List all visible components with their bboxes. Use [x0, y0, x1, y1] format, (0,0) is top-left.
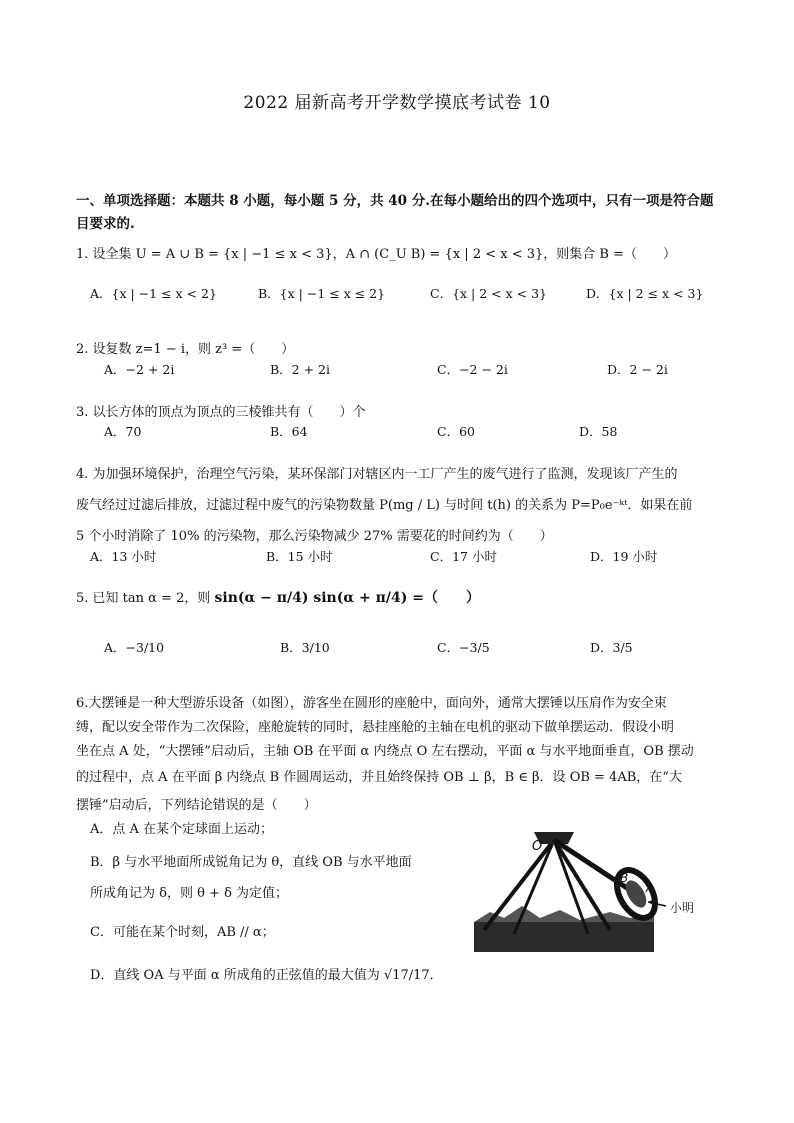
q3-option-d: D．58	[579, 424, 618, 439]
q4-line-1: 4. 为加强环境保护，治理空气污染，某环保部门对辖区内一工厂产生的废气进行了监测，发现该厂产生的	[76, 467, 678, 482]
q5-option-c: C．−3/5	[437, 640, 490, 655]
q5-stem-prefix: 5. 已知 tan α = 2，则	[76, 591, 211, 606]
ground-scenery	[474, 922, 654, 952]
q4-option-a: A．13 小时	[90, 549, 157, 564]
label-a: A	[646, 881, 655, 895]
q2-stem: 2. 设复数 z=1 − i，则 z³ =（ ）	[76, 342, 295, 357]
pointer-arrowhead	[648, 899, 654, 905]
q2-option-b: B．2 + 2i	[270, 362, 331, 377]
q6-option-b-line-2: 所成角记为 δ，则 θ + δ 为定值；	[90, 886, 289, 901]
q5-option-b: B．3/10	[280, 640, 330, 655]
q6-line-4: 的过程中，点 A 在平面 β 内绕点 B 作圆周运动，并且始终保持 OB ⊥ β，B ∈ β．设 OB = 4AB，在“大	[76, 770, 682, 785]
q6-line-5: 摆锤”启动后，下列结论错误的是（ ）	[76, 798, 317, 813]
q6-option-d: D．直线 OA 与平面 α 所成角的正弦值的最大值为 √17/17．	[90, 968, 443, 983]
q6-line-3: 坐在点 A 处，“大摆锤”启动后，主轴 OB 在平面 α 内绕点 O 左右摆动，平面 α 与水平地面垂直，OB 摆动	[76, 744, 694, 759]
section-heading: 一、单项选择题：本题共 8 小题，每小题 5 分，共 40 分.在每小题给出的四个选项中，只有一项是符合题目要求的.	[76, 193, 714, 232]
label-xiaoming: 小明	[670, 901, 695, 915]
q4-line-3: 5 个小时消除了 10% 的污染物，那么污染物减少 27% 需要花的时间约为（ ）	[76, 529, 553, 544]
q2-option-c: C．−2 − 2i	[437, 362, 508, 377]
q1-option-b: B．{x | −1 ≤ x ≤ 2}	[258, 286, 386, 301]
q6-option-a: A．点 A 在某个定球面上运动；	[90, 822, 274, 837]
q1-option-c: C．{x | 2 < x < 3}	[430, 286, 547, 301]
q3-stem: 3. 以长方体的顶点为顶点的三棱锥共有（ ）个	[76, 405, 366, 420]
q6-option-c: C．可能在某个时刻，AB // α；	[90, 925, 275, 940]
q2-option-a: A．−2 + 2i	[104, 362, 175, 377]
q1-option-a: A．{x | −1 ≤ x < 2}	[90, 286, 217, 301]
q2-option-d: D．2 − 2i	[607, 362, 668, 377]
q4-option-c: C．17 小时	[430, 549, 497, 564]
q6-line-2: 缚，配以安全带作为二次保险，座舱旋转的同时，悬挂座舱的主轴在电机的驱动下做单摆运动．假设小明	[76, 720, 675, 735]
pendulum-ride-figure	[470, 826, 710, 956]
q4-option-b: B．15 小时	[266, 549, 333, 564]
q6-line-1: 6.大摆锤是一种大型游乐设备（如图），游客坐在圆形的座舱中，面向外，通常大摆锤以压肩作为安全束	[76, 696, 667, 711]
q6-option-b-line-1: B．β 与水平地面所成锐角记为 θ，直线 OB 与水平地面	[90, 855, 412, 870]
q3-option-c: C．60	[437, 424, 475, 439]
q5-expression: sin(α − π/4) sin(α + π/4) =（ ）	[214, 590, 480, 606]
q4-line-2: 废气经过过滤后排放，过滤过程中废气的污染物数量 P(mg / L) 与时间 t(h) 的关系为 P=P₀e⁻ᵏᵗ．如果在前	[76, 498, 693, 513]
q1-stem: 1. 设全集 U = A ∪ B = {x | −1 ≤ x < 3}，A ∩ (C_U B) = {x | 2 < x < 3}，则集合 B =（ ）	[76, 247, 676, 262]
label-b: B	[620, 871, 629, 885]
q3-option-a: A．70	[104, 424, 142, 439]
q4-option-d: D．19 小时	[590, 549, 658, 564]
q5-stem	[76, 587, 480, 607]
page-title: 2022 届新高考开学数学摸底考试卷 10	[243, 93, 551, 113]
q5-option-a: A．−3/10	[104, 640, 165, 655]
q5-option-d: D．3/5	[590, 640, 633, 655]
q1-option-d: D．{x | 2 ≤ x < 3}	[586, 286, 704, 301]
pendulum-ride-drawing	[470, 826, 710, 956]
q3-option-b: B．64	[270, 424, 308, 439]
label-o: O	[532, 839, 543, 854]
